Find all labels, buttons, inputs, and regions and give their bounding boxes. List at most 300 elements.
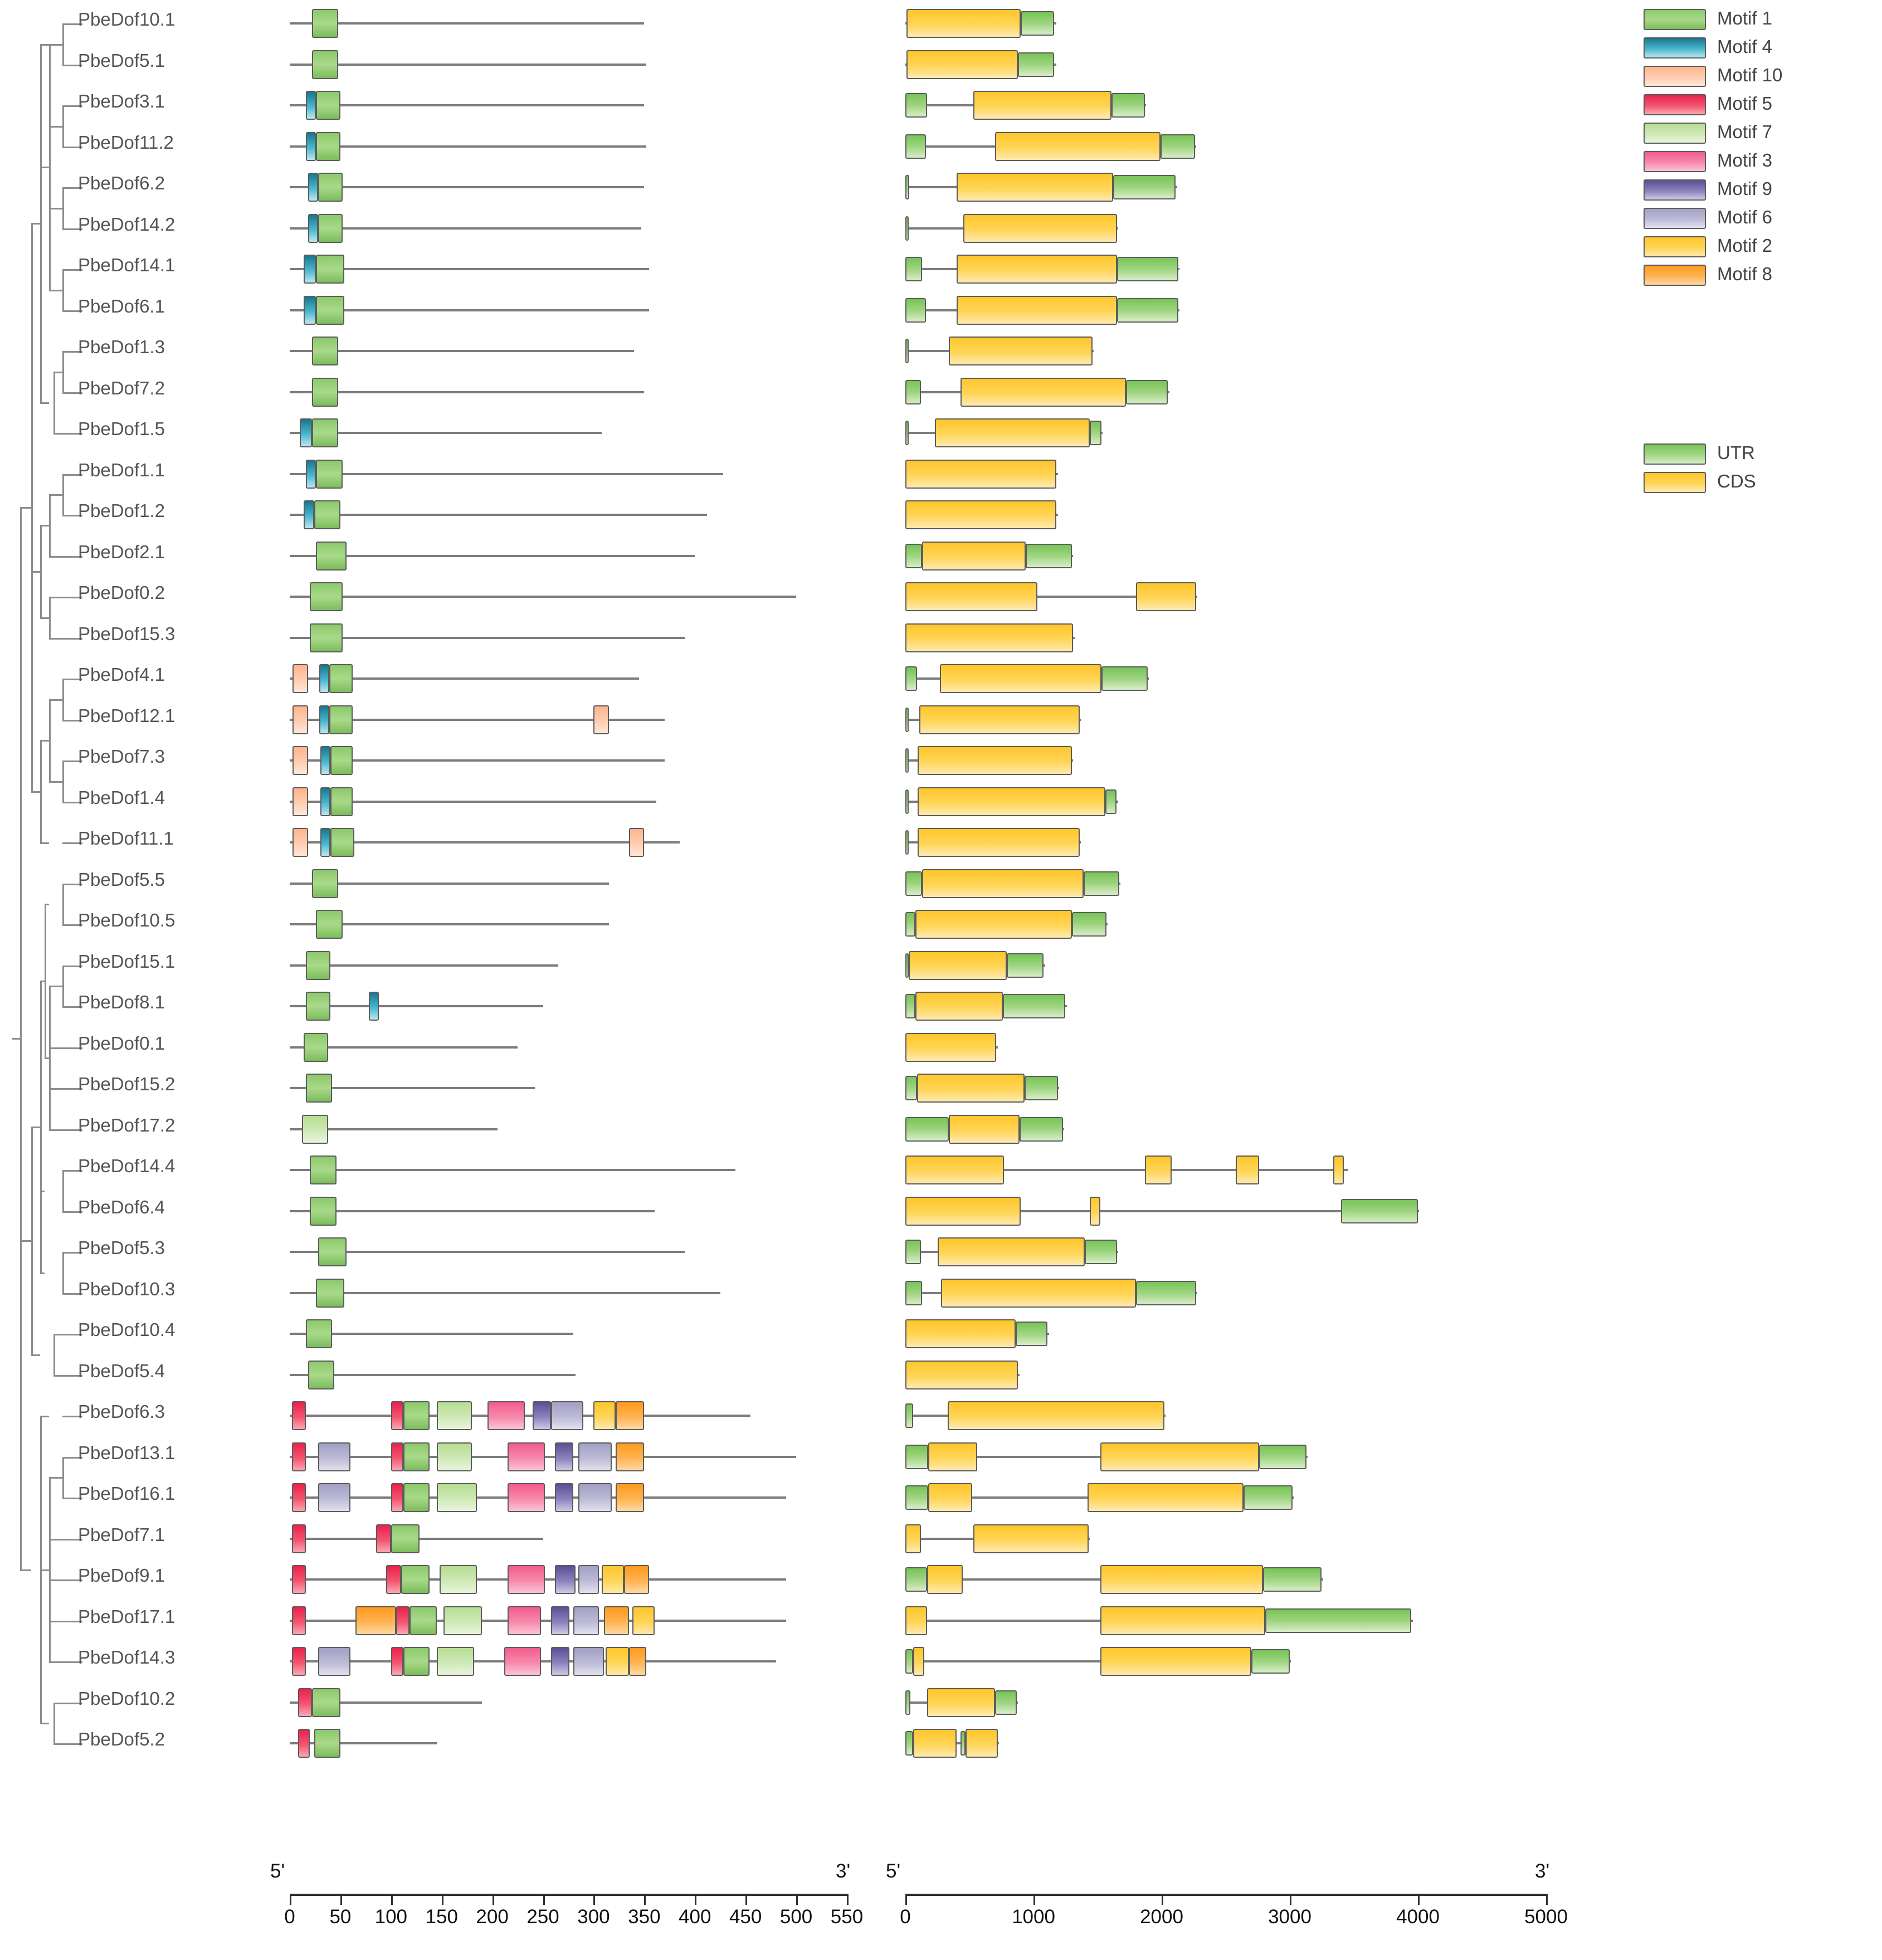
- tree-branch: [62, 842, 71, 844]
- motif-box: [369, 992, 379, 1021]
- motif-box: [508, 1442, 545, 1471]
- tree-branch: [20, 1240, 31, 1242]
- tree-branch: [45, 904, 46, 1057]
- protein-backbone: [290, 1333, 573, 1335]
- axis-tick: [391, 1894, 393, 1905]
- cds-box: [919, 705, 1080, 734]
- gene-row: [905, 702, 1546, 738]
- motif-box: [298, 1729, 310, 1758]
- utr-box: [905, 994, 915, 1018]
- axis-tick-label: 50: [329, 1906, 352, 1928]
- protein-backbone: [290, 1742, 437, 1744]
- protein-row: [290, 129, 847, 164]
- gene-label: PbeDof7.2: [78, 377, 165, 398]
- motif-box: [551, 1647, 569, 1676]
- gene-label: PbeDof1.3: [78, 337, 165, 357]
- gene-axis: [886, 1860, 1574, 1936]
- gene-row: [905, 866, 1546, 901]
- cds-box: [973, 1524, 1089, 1553]
- protein-row: [290, 538, 847, 574]
- protein-row: [290, 6, 847, 41]
- utr-box: [1072, 912, 1106, 937]
- gene-label: PbeDof7.1: [78, 1524, 165, 1545]
- utr-box: [905, 1485, 928, 1510]
- cds-box: [906, 50, 1018, 79]
- protein-backbone: [290, 350, 634, 352]
- gene-row: [905, 1603, 1546, 1639]
- axis-tick-label: 200: [476, 1906, 509, 1928]
- gene-row: [905, 374, 1546, 410]
- motif-box: [616, 1442, 644, 1471]
- motif-box: [292, 787, 308, 816]
- utr-box: [905, 1403, 913, 1428]
- cds-box: [905, 1033, 996, 1062]
- legend-label: Motif 3: [1717, 150, 1773, 170]
- motif-box: [329, 705, 353, 734]
- legend-row: [1644, 176, 1878, 204]
- cds-box: [927, 1565, 963, 1594]
- motif-box: [330, 787, 353, 816]
- axis-tick-label: 4000: [1396, 1906, 1440, 1928]
- motif-box: [578, 1565, 598, 1594]
- legend-row: [1644, 469, 1878, 497]
- utr-box: [1021, 11, 1054, 36]
- tree-branch: [62, 1252, 71, 1254]
- legend-row: [1644, 440, 1878, 469]
- axis-tick: [543, 1894, 545, 1905]
- motif-box: [306, 460, 316, 489]
- tree-branch: [62, 884, 64, 925]
- motif-box: [304, 500, 314, 529]
- tree-branch: [49, 699, 62, 701]
- motif-box: [409, 1606, 437, 1635]
- motif-box: [292, 1483, 306, 1512]
- gene-row: [905, 1030, 1546, 1065]
- motif-box: [314, 500, 340, 529]
- motif-box: [533, 1401, 551, 1430]
- cds-box: [1136, 582, 1196, 611]
- utr-box: [905, 298, 926, 323]
- tree-branch: [49, 986, 62, 987]
- tree-branch: [49, 1579, 62, 1581]
- utr-box: [1113, 175, 1176, 199]
- gene-label: PbeDof17.1: [78, 1606, 175, 1627]
- tree-branch: [62, 1088, 71, 1090]
- tree-branch: [62, 924, 71, 926]
- utr-box: [1101, 666, 1148, 691]
- cds-box: [905, 460, 1056, 489]
- motif-box: [555, 1565, 575, 1594]
- motif-box: [292, 664, 308, 693]
- motif-box: [504, 1647, 540, 1676]
- tree-branch: [62, 1211, 71, 1213]
- motif-box: [310, 1197, 336, 1226]
- legend-swatch: [1644, 123, 1706, 144]
- gene-row: [905, 129, 1546, 164]
- protein-backbone: [290, 227, 641, 230]
- tree-branch: [49, 1477, 62, 1479]
- gene-label: PbeDof0.2: [78, 582, 165, 603]
- motif-box: [316, 910, 342, 939]
- motif-box: [316, 1279, 344, 1308]
- tree-branch: [62, 1579, 71, 1581]
- motif-box: [403, 1647, 430, 1676]
- motif-box: [316, 296, 344, 325]
- motif-box: [391, 1647, 403, 1676]
- cds-box: [922, 542, 1026, 571]
- gene-row: [905, 1234, 1546, 1270]
- tree-branch: [62, 147, 71, 148]
- gene-row: [905, 1439, 1546, 1475]
- cds-box: [949, 1115, 1020, 1144]
- protein-row: [290, 87, 847, 123]
- utr-box: [905, 93, 927, 118]
- motif-box: [308, 1361, 334, 1389]
- motif-box: [355, 1606, 396, 1635]
- tree-branch: [49, 208, 62, 209]
- cds-box: [941, 1279, 1136, 1308]
- axis-tick: [1546, 1894, 1548, 1905]
- motif-box: [310, 582, 342, 611]
- protein-row: [290, 1193, 847, 1229]
- tree-branch: [40, 1191, 45, 1192]
- protein-row: [290, 1562, 847, 1597]
- axis-tick: [1290, 1894, 1291, 1905]
- protein-backbone: [290, 514, 707, 516]
- cds-box: [905, 623, 1073, 652]
- utr-box: [905, 1690, 910, 1715]
- tree-branch: [49, 597, 62, 598]
- tree-branch: [45, 1057, 49, 1059]
- tree-branch: [31, 571, 40, 573]
- gene-label: PbeDof11.1: [78, 828, 174, 849]
- motif-box: [310, 623, 342, 652]
- tree-branch: [62, 23, 71, 25]
- tree-branch: [49, 1539, 62, 1540]
- tree-branch: [62, 65, 71, 66]
- utr-box: [905, 789, 909, 814]
- motif-box: [437, 1401, 472, 1430]
- motif-box: [624, 1565, 649, 1594]
- tree-branch: [53, 1334, 71, 1335]
- utr-box: [1025, 1076, 1058, 1100]
- legend-label: Motif 4: [1717, 36, 1773, 57]
- utr-box: [1007, 953, 1044, 978]
- utr-box: [905, 257, 922, 281]
- tree-branch: [62, 474, 71, 476]
- tree-branch: [62, 351, 71, 353]
- utr-box: [1026, 544, 1072, 568]
- protein-row: [290, 702, 847, 738]
- cds-box: [966, 1729, 998, 1758]
- tree-branch: [53, 372, 55, 433]
- cds-box: [905, 1524, 921, 1553]
- gene-row: [905, 1357, 1546, 1393]
- tree-branch: [49, 986, 51, 1129]
- utr-box: [1085, 1240, 1117, 1264]
- tree-branch: [62, 474, 64, 515]
- motif-box: [602, 1565, 624, 1594]
- tree-branch: [53, 1375, 71, 1377]
- utr-box: [1263, 1567, 1322, 1592]
- gene-label: PbeDof11.2: [78, 131, 174, 153]
- protein-row: [290, 47, 847, 82]
- tree-branch: [49, 597, 51, 638]
- gene-label: PbeDof14.1: [78, 255, 175, 275]
- axis-tick-label: 250: [526, 1906, 559, 1928]
- tree-branch: [40, 1272, 45, 1274]
- axis-tick: [340, 1894, 342, 1905]
- protein-row: [290, 456, 847, 492]
- gene-label: PbeDof10.1: [78, 9, 175, 30]
- protein-row: [290, 169, 847, 205]
- motif-box: [306, 992, 330, 1021]
- cds-box: [917, 1074, 1025, 1103]
- tree-branch: [49, 699, 51, 781]
- motif-box: [300, 418, 312, 447]
- motif-box: [437, 1647, 474, 1676]
- gene-row: [905, 825, 1546, 860]
- motif-box: [403, 1442, 430, 1471]
- tree-branch: [31, 1127, 33, 1354]
- motif-box: [551, 1606, 569, 1635]
- motif-box: [578, 1442, 612, 1471]
- motif-box: [487, 1401, 525, 1430]
- cds-box: [1100, 1606, 1266, 1635]
- gene-row: [905, 661, 1546, 696]
- protein-row: [290, 1644, 847, 1679]
- axis-tick: [644, 1894, 646, 1905]
- motif-box: [437, 1483, 477, 1512]
- tree-branch: [62, 269, 71, 271]
- protein-row: [290, 333, 847, 369]
- tree-branch: [62, 1252, 64, 1293]
- gene-label: PbeDof15.3: [78, 623, 175, 644]
- tree-branch: [62, 105, 64, 147]
- motif-box: [401, 1565, 430, 1594]
- motif-box: [616, 1483, 644, 1512]
- cds-box: [906, 9, 1021, 38]
- tree-branch: [62, 1129, 71, 1131]
- motif-box: [319, 705, 329, 734]
- protein-row: [290, 1685, 847, 1720]
- motif-box: [312, 869, 338, 898]
- tree-branch: [49, 638, 62, 640]
- motif-box: [386, 1565, 401, 1594]
- axis-tick-label: 450: [729, 1906, 762, 1928]
- utr-box: [1020, 1117, 1063, 1142]
- legend-row: [1644, 6, 1878, 34]
- utr-box: [1341, 1199, 1418, 1223]
- cds-box: [905, 582, 1037, 611]
- protein-row: [290, 1070, 847, 1106]
- legend-label: CDS: [1717, 471, 1756, 491]
- tree-branch: [31, 223, 40, 225]
- cds-box: [957, 173, 1113, 202]
- tree-branch: [49, 1477, 51, 1661]
- motif-box: [304, 296, 316, 325]
- axis-tick: [1162, 1894, 1163, 1905]
- cds-box: [1090, 1197, 1100, 1226]
- tree-branch: [62, 392, 71, 394]
- cds-box: [1145, 1155, 1172, 1184]
- legend-label: Motif 1: [1717, 8, 1773, 28]
- cds-box: [1236, 1155, 1259, 1184]
- protein-backbone: [290, 473, 723, 475]
- protein-row: [290, 1111, 847, 1147]
- gene-row: [905, 988, 1546, 1024]
- motif-box: [391, 1442, 403, 1471]
- gene-label: PbeDof5.1: [78, 50, 165, 71]
- axis-tick-label: 1000: [1012, 1906, 1055, 1928]
- cds-box: [948, 1401, 1164, 1430]
- protein-row: [290, 906, 847, 942]
- tree-branch: [62, 1170, 64, 1211]
- utr-box: [905, 830, 909, 855]
- axis-tick-label: 300: [577, 1906, 610, 1928]
- motif-box: [437, 1442, 472, 1471]
- cds-box: [957, 255, 1117, 284]
- protein-backbone: [290, 22, 644, 25]
- utr-box: [905, 708, 909, 732]
- gene-row: [905, 456, 1546, 492]
- protein-backbone: [290, 1292, 720, 1294]
- gene-label: PbeDof8.1: [78, 992, 165, 1012]
- tree-branch: [12, 1038, 20, 1040]
- tree-branch: [53, 433, 62, 435]
- protein-row: [290, 1357, 847, 1393]
- motif-box: [440, 1565, 477, 1594]
- tree-branch: [62, 1498, 71, 1499]
- utr-box: [905, 871, 922, 896]
- tree-branch: [62, 679, 64, 720]
- protein-backbone: [290, 555, 695, 557]
- protein-row: [290, 743, 847, 778]
- tree-branch: [62, 187, 64, 228]
- gene-label-column: [78, 0, 256, 1872]
- tree-branch: [40, 167, 49, 168]
- motif-box: [318, 1237, 347, 1266]
- cds-box: [918, 828, 1080, 857]
- gene-row: [905, 292, 1546, 328]
- legend-swatch: [1644, 472, 1706, 493]
- gene-label: PbeDof3.1: [78, 91, 165, 111]
- gene-label: PbeDof5.4: [78, 1360, 165, 1381]
- motif-box: [310, 1155, 336, 1184]
- utr-box: [905, 544, 922, 568]
- tree-branch: [40, 740, 42, 842]
- cds-box: [940, 664, 1101, 693]
- protein-backbone: [290, 637, 685, 639]
- axis-tick: [493, 1894, 494, 1905]
- tree-branch: [62, 433, 71, 435]
- cds-box: [995, 132, 1161, 161]
- motif-box: [391, 1401, 403, 1430]
- protein-backbone: [290, 596, 796, 598]
- tree-branch: [40, 402, 49, 404]
- tree-branch: [49, 44, 62, 46]
- tree-branch: [62, 105, 71, 107]
- tree-branch: [20, 507, 22, 1569]
- gene-label: PbeDof9.1: [78, 1565, 165, 1586]
- gene-label: PbeDof5.5: [78, 869, 165, 890]
- motif-box: [320, 746, 330, 775]
- motif-box: [306, 1074, 332, 1103]
- legend-label: Motif 7: [1717, 121, 1773, 142]
- gene-row: [905, 1152, 1546, 1188]
- gene-label: PbeDof15.1: [78, 950, 175, 972]
- protein-row: [290, 1152, 847, 1188]
- motif-box: [443, 1606, 482, 1635]
- protein-row: [290, 1725, 847, 1761]
- motif-box: [306, 951, 330, 980]
- protein-row: [290, 1603, 847, 1639]
- legend-label: Motif 5: [1717, 93, 1773, 114]
- legend-swatch: [1644, 443, 1706, 465]
- gene-label: PbeDof6.2: [78, 173, 165, 193]
- tree-branch: [49, 126, 62, 128]
- gene-row: [905, 1644, 1546, 1679]
- tree-branch: [31, 791, 40, 793]
- utr-box: [1018, 52, 1054, 77]
- axis-tick: [290, 1894, 291, 1905]
- gene-row: [905, 538, 1546, 574]
- cds-box: [973, 91, 1111, 120]
- tree-branch: [62, 679, 71, 680]
- axis-tick-label: 500: [779, 1906, 813, 1928]
- motif-box: [376, 1524, 391, 1553]
- utr-box: [1259, 1445, 1306, 1469]
- cds-box: [915, 992, 1002, 1021]
- motif-box: [573, 1647, 604, 1676]
- axis-start-label: 5': [270, 1860, 285, 1882]
- motif-box: [391, 1483, 403, 1512]
- cds-box: [949, 337, 1093, 365]
- motif-box: [318, 214, 343, 243]
- gene-row: [905, 1111, 1546, 1147]
- cds-box: [915, 910, 1072, 939]
- tree-branch: [62, 269, 64, 310]
- utr-box: [1105, 789, 1117, 814]
- motif-box: [318, 173, 343, 202]
- legend-row: [1644, 204, 1878, 233]
- utr-box: [905, 421, 909, 445]
- gene-row: [905, 1398, 1546, 1434]
- axis-tick: [442, 1894, 443, 1905]
- legend-swatch: [1644, 236, 1706, 257]
- tree-branch: [49, 1088, 62, 1090]
- utr-box: [1117, 298, 1178, 323]
- protein-row: [290, 415, 847, 451]
- motif-box: [312, 418, 338, 447]
- motif-legend: [1644, 6, 1878, 290]
- legend-swatch: [1644, 151, 1706, 172]
- tree-branch: [49, 290, 62, 291]
- axis-line: [290, 1894, 847, 1896]
- gene-label: PbeDof6.4: [78, 1196, 165, 1217]
- gene-label: PbeDof17.2: [78, 1114, 175, 1135]
- protein-row: [290, 988, 847, 1024]
- tree-branch: [40, 981, 45, 982]
- protein-row: [290, 1275, 847, 1311]
- gene-label: PbeDof1.4: [78, 787, 165, 808]
- tree-branch: [20, 1569, 31, 1571]
- utr-box: [1084, 871, 1119, 896]
- axis-tick: [695, 1894, 696, 1905]
- protein-row: [290, 825, 847, 860]
- utr-box: [1016, 1322, 1048, 1346]
- utr-box: [905, 216, 909, 241]
